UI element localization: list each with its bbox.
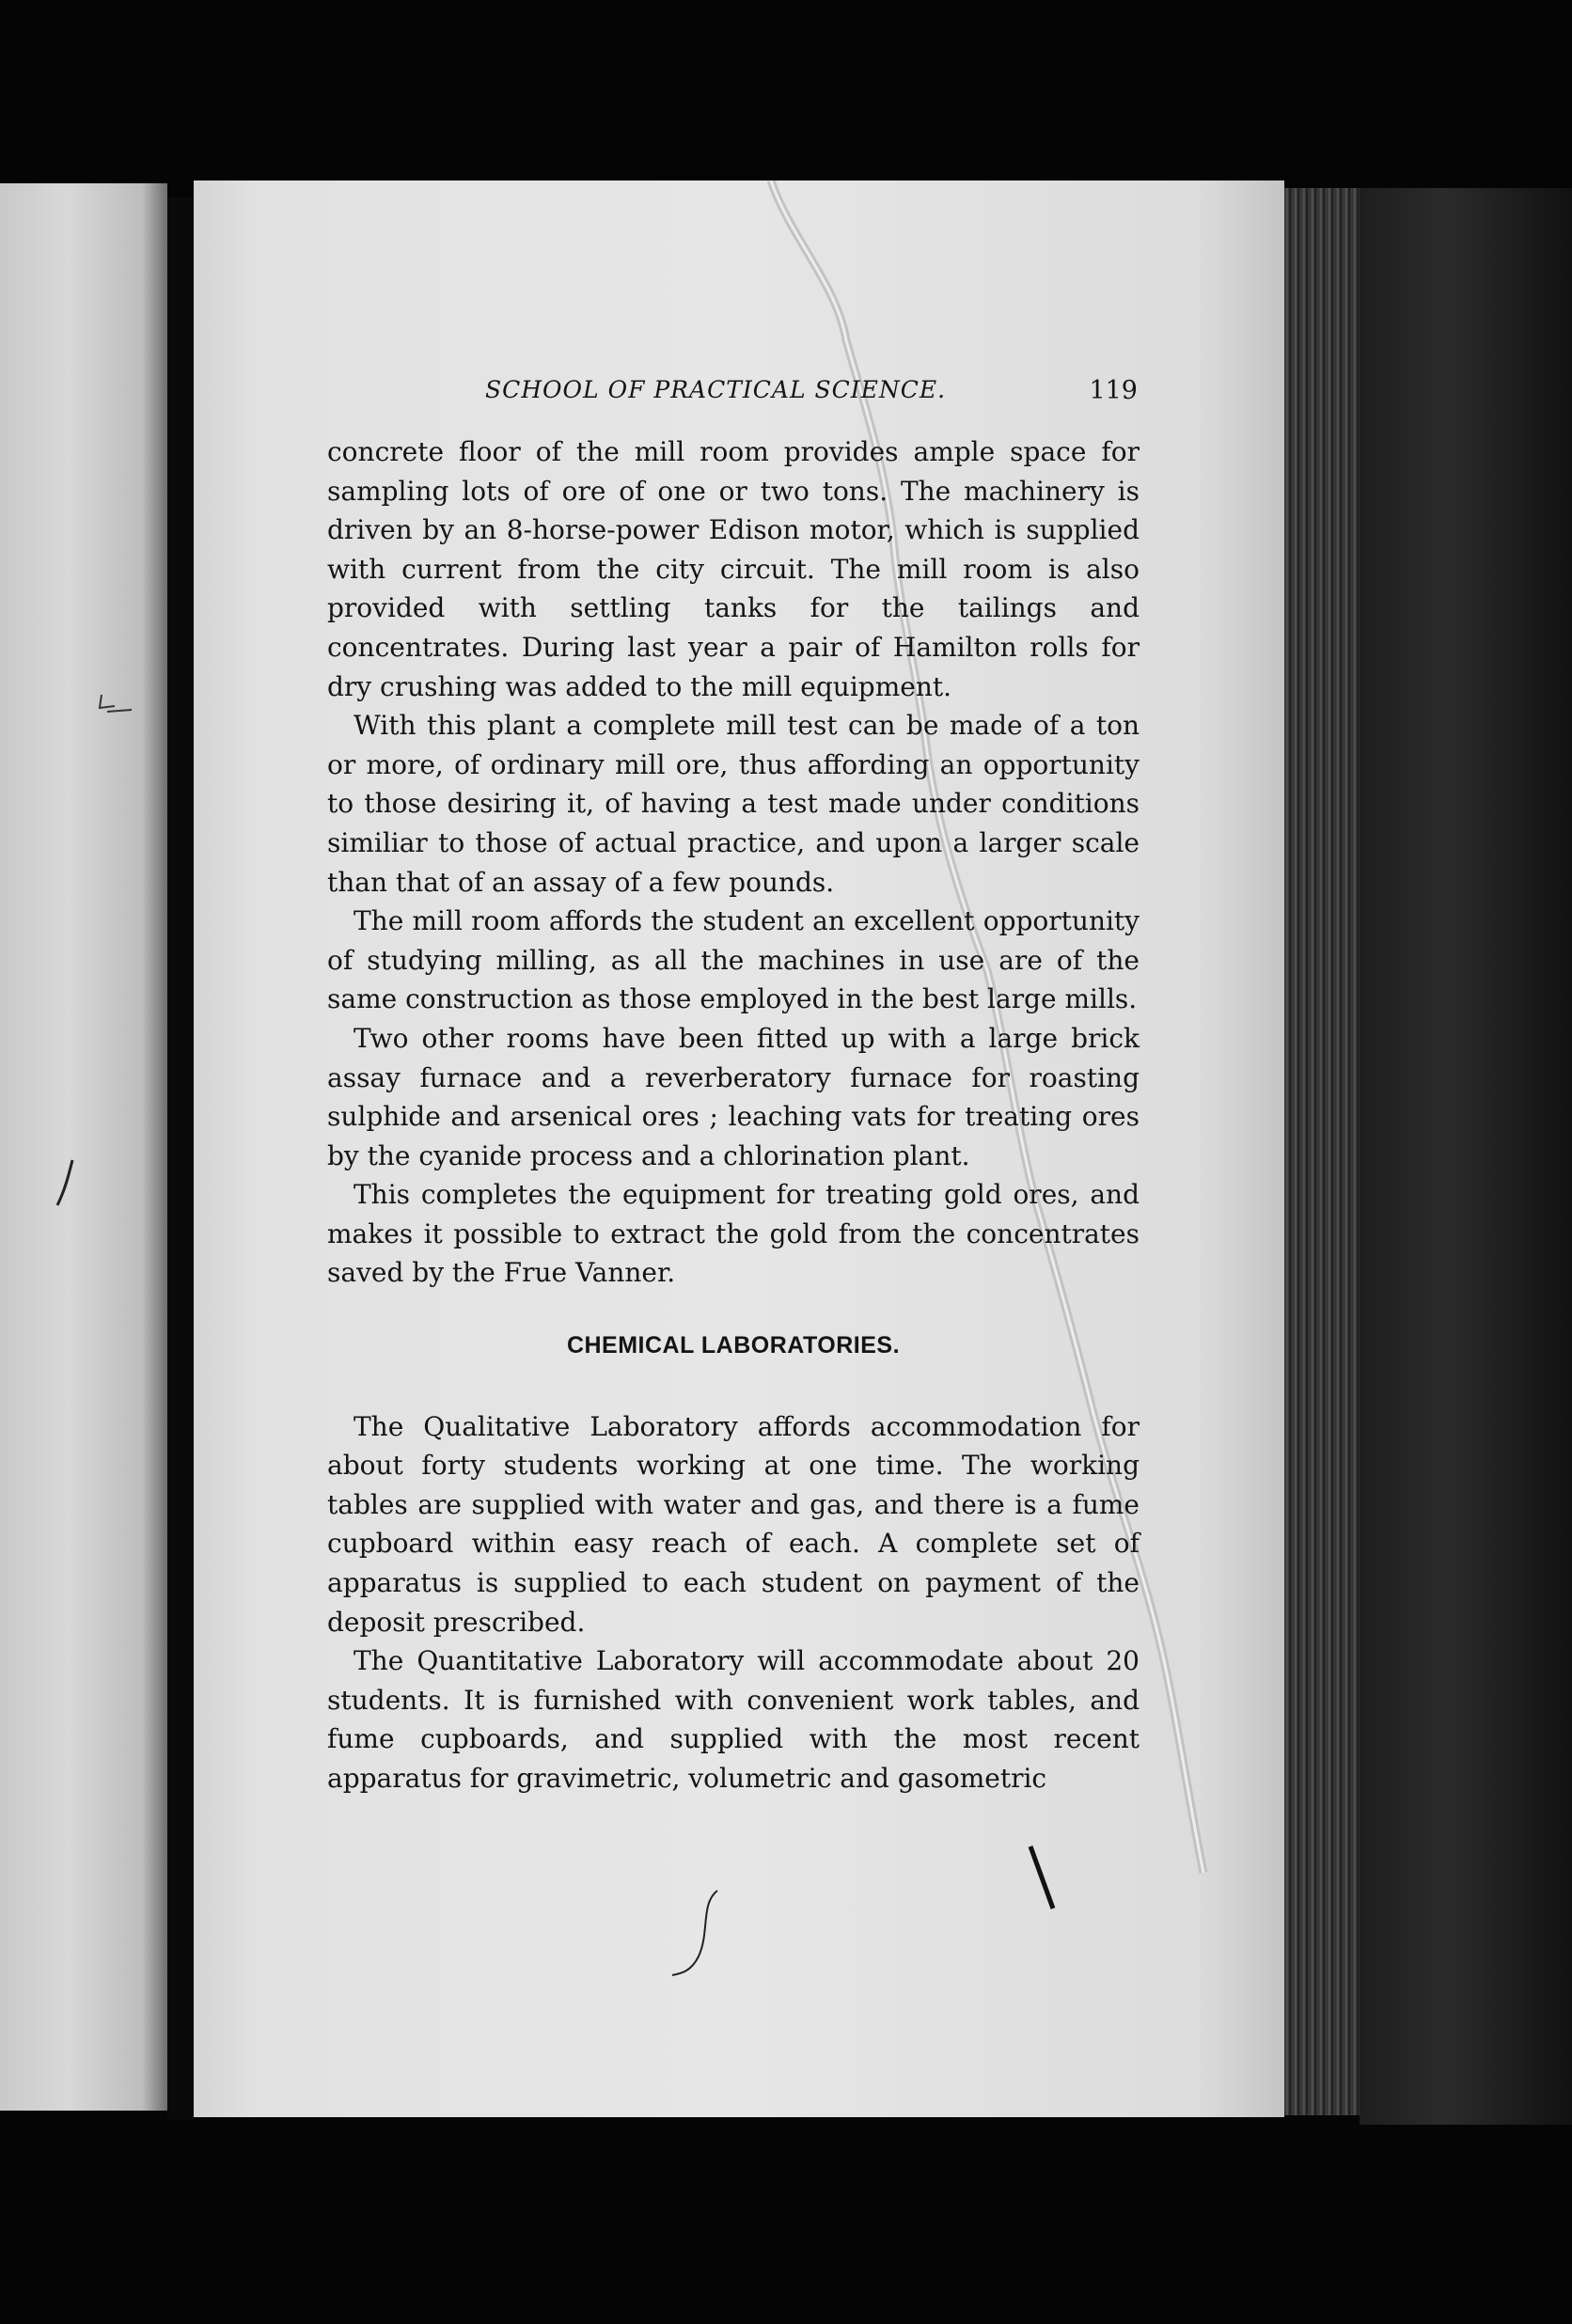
left-facing-page — [0, 183, 167, 2111]
paragraph: The Qualitative Laboratory affords accommodation for about forty students working at one time. The working tables are supplied with water and gas, and there is a fume cupboard within easy reach of each. A complete set of apparatus is supplied to each student on payment of the deposit prescribed. — [327, 1410, 1140, 1638]
book-edge-shadow — [1360, 188, 1572, 2125]
paragraph: concrete floor of the mill room provides ample space for sampling lots of ore of one or two tons. The machinery is driven by an 8-horse-power Edison motor, which is supplied with current from the city circuit. The mill room is also provided with settling tanks for the tailings and concentrates. During last year a pair of Hamilton rolls for dry crushing was added to the mill equipment. — [327, 436, 1140, 702]
page-edges — [1284, 188, 1360, 2115]
paragraph: The mill room affords the student an excellent opportunity of studying milling, as all the machines in use are of the same construction as those employed in the best large mills. — [327, 905, 1140, 1015]
paragraph: Two other rooms have been fitted up with a large brick assay furnace and a reverberatory furnace for roasting sulphide and arsenical ores ; leaching vats for treating ores by the cyanide process and a chlorination plant. — [327, 1022, 1140, 1171]
section-heading: CHEMICAL LABORATORIES. — [566, 1332, 901, 1359]
running-head — [327, 376, 1143, 417]
paragraph: This completes the equipment for treating gold ores, and makes it possible to extract the gold from the concentrates saved by the Frue Vanner. — [327, 1179, 1140, 1289]
page-body — [327, 432, 1140, 1798]
paragraph: The Quantitative Laboratory will accommodate about 20 students. It is furnished with convenient work tables, and fume cupboards, and supplied with the most recent apparatus for gravimetric, volumetric and gasometric — [327, 1645, 1140, 1794]
page-number: 119 — [1089, 376, 1138, 405]
running-title: SCHOOL OF PRACTICAL SCIENCE. — [485, 376, 947, 403]
paragraph: With this plant a complete mill test can be made of a ton or more, of ordinary mill ore, thus affording an opportunity to those desiring it, of having a test made under conditions similiar to those of actual practice, and upon a larger scale than that of an assay of a few pounds. — [327, 710, 1140, 898]
book-gutter — [167, 197, 194, 2120]
